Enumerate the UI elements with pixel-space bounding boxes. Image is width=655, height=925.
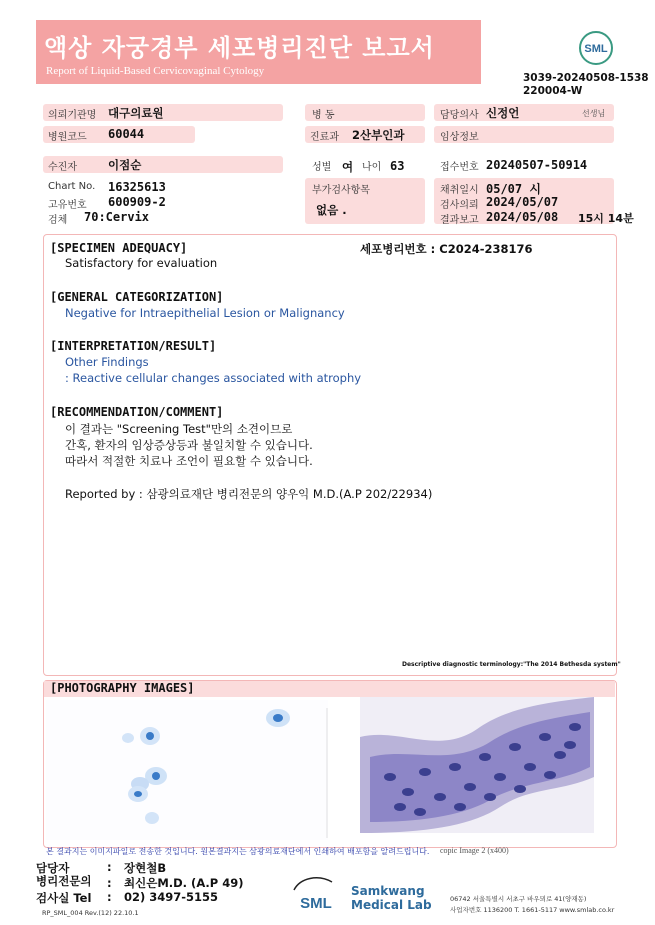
institution-value: 대구의료원: [108, 106, 164, 120]
logo-text: SML: [584, 43, 608, 55]
document-id-line2: 220004-W: [523, 85, 583, 97]
pathologist-value: 최신은M.D. (A.P 49): [124, 876, 244, 890]
report-date-value: 2024/05/08: [486, 210, 559, 224]
extra-test-value: 없음 .: [316, 203, 347, 217]
hospital-code-label: 병원코드: [48, 132, 87, 143]
report-title: 액상 자궁경부 세포병리진단 보고서: [44, 34, 435, 62]
microscopic-image-2: [360, 697, 594, 833]
staff-value: 장현철B: [124, 861, 167, 875]
patient-value: 이점순: [108, 158, 142, 172]
general-categorization-text: Negative for Intraepithelial Lesion or Malignancy: [65, 306, 345, 320]
sml-logo-icon: [578, 30, 614, 66]
company-address: 06742 서울특별시 서초구 바우뫼로 41(양재동): [450, 895, 587, 903]
company-business-info: 사업자번호 1136200 T. 1661-5117 www.smlab.co.kr: [450, 906, 615, 914]
age-label: 나이: [362, 162, 382, 173]
form-code: RP_SML_004 Rev.(12) 22.10.1: [42, 909, 139, 917]
microscopic-image-1: [46, 700, 328, 840]
general-categorization-header: [GENERAL CATEGORIZATION]: [50, 290, 224, 304]
collect-label: 채취일시: [440, 185, 479, 196]
staff-label: 담당자: [36, 861, 70, 875]
specimen-adequacy-header: [SPECIMEN ADEQUACY]: [50, 241, 188, 255]
report-subtitle: Report of Liquid-Based Cervicovaginal Cytology: [46, 65, 265, 77]
unique-no-label: 고유번호: [48, 200, 87, 211]
chart-no-label: Chart No.: [48, 181, 96, 192]
doctor-value: 신정언: [486, 106, 520, 120]
brand-name-line2: Medical Lab: [351, 898, 432, 912]
tel-value: 02) 3497-5155: [124, 890, 219, 904]
recommendation-line3: 따라서 적절한 치료나 조언이 필요할 수 있습니다.: [65, 454, 313, 468]
interpretation-line2: : Reactive cellular changes associated with atrophy: [65, 371, 362, 385]
document-id: [523, 72, 649, 98]
interpretation-line1: Other Findings: [65, 355, 149, 369]
sex-label: 성별: [312, 162, 332, 173]
collect-value: 05/07 시: [486, 182, 541, 196]
request-label: 검사의뢰: [440, 200, 479, 211]
specimen-label: 검체: [48, 215, 68, 226]
document-id-line1: 3039-20240508-1538: [523, 72, 649, 84]
footer-logo-text: SML: [300, 895, 332, 912]
report-date-label: 결과보고: [440, 215, 479, 226]
chart-no-value: 16325613: [108, 180, 166, 194]
reported-by: Reported by : 삼광의료재단 병리전문의 양우익 M.D.(A.P 202/22934): [65, 487, 433, 501]
report-time-value: 15시 14분: [578, 212, 634, 225]
request-value: 2024/05/07: [486, 195, 559, 209]
image-2-caption: copic Image 2 (x400): [440, 846, 509, 855]
doctor-suffix: 선생님: [582, 109, 606, 118]
tel-colon: :: [107, 890, 112, 904]
cytology-number: 세포병리번호 : C2024-238176: [360, 242, 533, 256]
image-transmission-notice: 본 결과지는 이미지파일로 전송한 것입니다. 원본결과지는 삼광의료재단에서 인쇄하여 배포함을 알려드립니다.: [46, 847, 430, 856]
photo-section-header: [PHOTOGRAPHY IMAGES]: [50, 681, 195, 695]
patient-label: 수진자: [48, 162, 77, 173]
specimen-adequacy-text: Satisfactory for evaluation: [65, 256, 218, 270]
department-value: 2산부인과: [352, 128, 405, 142]
tel-label: 검사실 Tel: [36, 891, 92, 905]
brand-name-line1: Samkwang: [351, 884, 425, 898]
terminology-note: Descriptive diagnostic terminology:"The 2014 Bethesda system": [402, 661, 621, 668]
interpretation-header: [INTERPRETATION/RESULT]: [50, 339, 217, 353]
patient-field-bg: [43, 156, 283, 173]
receipt-value: 20240507-50914: [486, 158, 588, 172]
ward-label: 병 동: [312, 110, 335, 121]
recommendation-header: [RECOMMENDATION/COMMENT]: [50, 405, 224, 419]
department-label: 진료과: [310, 132, 339, 143]
staff-colon: :: [107, 860, 112, 874]
institution-label: 의뢰기관명: [48, 110, 97, 121]
clinical-info-label: 임상정보: [440, 132, 479, 143]
brand-name: [351, 884, 432, 912]
unique-no-value: 600909-2: [108, 195, 166, 209]
doctor-label: 담당의사: [440, 110, 479, 121]
pathologist-colon: :: [107, 876, 112, 890]
specimen-value: 70:Cervix: [84, 210, 150, 224]
receipt-label: 접수번호: [440, 162, 479, 173]
extra-test-label: 부가검사항목: [312, 185, 370, 196]
pathologist-label: 병리전문의: [36, 874, 92, 888]
recommendation-line1: 이 결과는 "Screening Test"만의 소견이므로: [65, 422, 293, 436]
hospital-code-value: 60044: [108, 127, 145, 141]
sex-value: 여: [342, 160, 354, 174]
age-value: 63: [390, 159, 405, 173]
footer-sml-logo-icon: [288, 872, 344, 916]
recommendation-line2: 간혹, 환자의 임상증상등과 불일치할 수 있습니다.: [65, 438, 313, 452]
